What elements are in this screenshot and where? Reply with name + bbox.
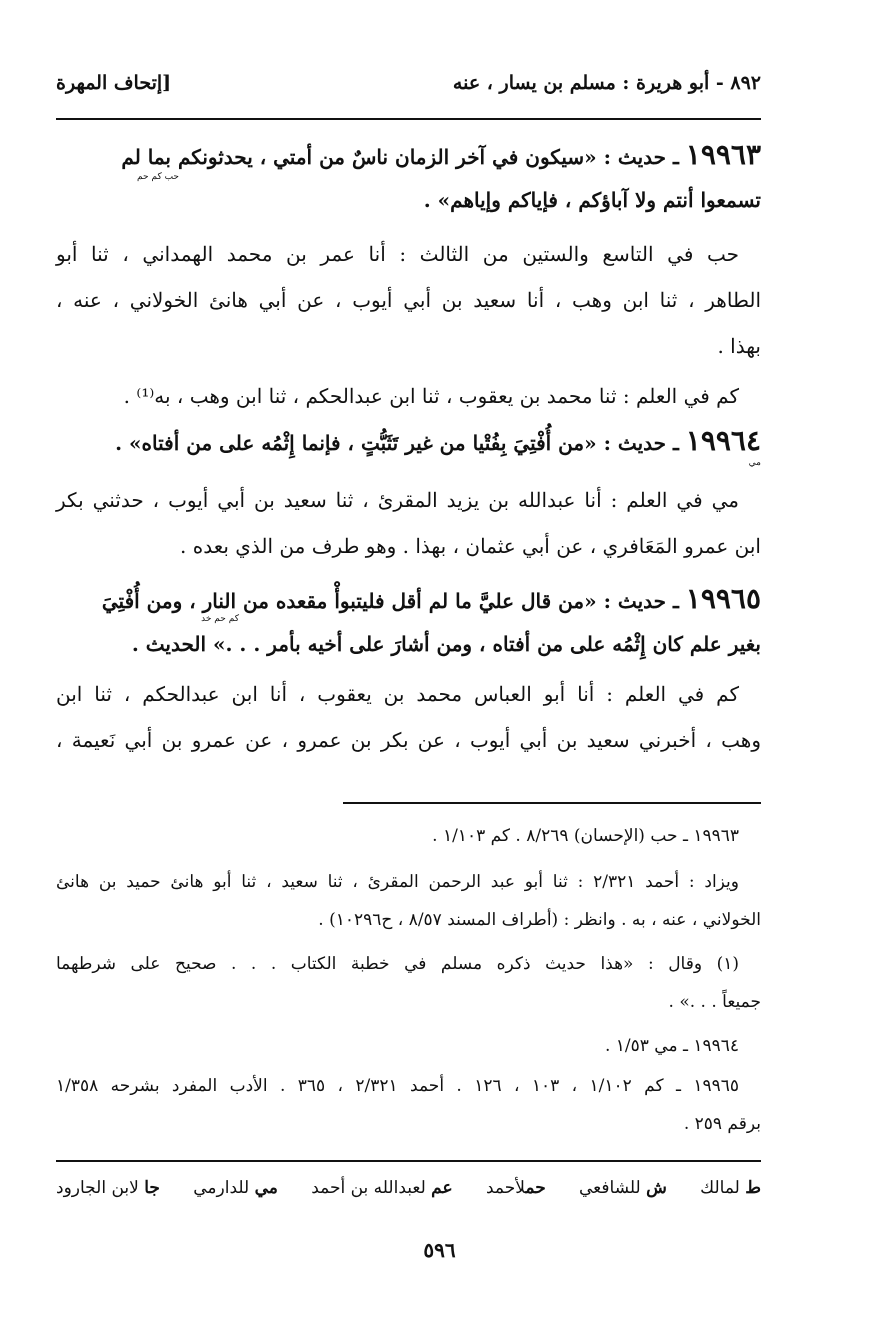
footnote-line: ١٩٩٦٤ ـ مي ١/٥٣ . (604, 1036, 739, 1056)
page-number: ٥٩٦ (423, 1238, 456, 1262)
hadith-19965-line2: بغير علم كان إِثْمُه على من أفتاه ، ومن أشارَ على أخيه بأمر . . .» الحديث . (131, 632, 761, 656)
paragraph-line: وهب ، أخبرني سعيد بن أبي أيوب ، عن بكر بن عمرو ، عن عمرو بن أبي نَعيمة ، (56, 728, 761, 752)
hadith-19963-line1 (56, 138, 761, 171)
abbreviation-legend (56, 1178, 761, 1198)
legend-item: عم لعبدالله بن أحمد (311, 1178, 453, 1198)
paragraph-line: كم في العلم : أنا أبو العباس محمد بن يعقوب ، أنا ابن عبدالحكم ، ثنا ابن (56, 682, 739, 706)
legend-item: جا لابن الجارود (56, 1178, 160, 1198)
hadith-number: ١٩٩٦٥ (685, 582, 761, 615)
footnote-line: (١) وقال : «هذا حديث ذكره مسلم في خطبة الكتاب . . . صحيح على شرطهما (56, 954, 739, 974)
header-rule (56, 118, 761, 120)
legend-item: مي للدارمي (193, 1178, 278, 1198)
hadith-label: ـ حديث : (596, 145, 679, 169)
hadith-number: ١٩٩٦٤ (685, 424, 761, 457)
footnote-line: الخولاني ، عنه ، به . وانظر : (أطراف المسند ٨/٥٧ ، ح١٠٢٩٦) . (318, 910, 761, 930)
legend-item: ط لمالك (700, 1178, 761, 1198)
paragraph-line: بهذا . (717, 334, 761, 358)
footnote-line: برقم ٢٥٩ . (683, 1114, 761, 1134)
footnote-line: ١٩٩٦٥ ـ كم ١/١٠٢ ، ١٠٣ ، ١٢٦ . أحمد ٢/٣٢١ ، ٣٦٥ . الأدب المفرد بشرحه ١/٣٥٨ (56, 1076, 739, 1096)
paragraph-line: ابن عمرو المَعَافري ، عن أبي عثمان ، بهذا . وهو طرف من الذي بعده . (180, 534, 761, 558)
paragraph-line: حب في التاسع والستين من الثالث : أنا عمر بن محمد الهمداني ، ثنا أبو (56, 242, 739, 266)
legend-item: حملأحمد (485, 1178, 546, 1198)
footnote-line: ويزاد : أحمد ٢/٣٢١ : ثنا أبو عبد الرحمن المقرئ ، ثنا سعيد ، ثنا أبو هانئ حميد بن هانئ (56, 872, 740, 892)
source-codes: مي (748, 458, 761, 468)
footnote-line: جميعاً . . .» . (668, 992, 761, 1012)
header-chapter: ٨٩٢ - أبو هريرة : مسلم بن يسار ، عنه (452, 72, 761, 94)
hadith-19963-line2: تسمعوا أنتم ولا آباؤكم ، فإياكم وإياهم» . (423, 188, 761, 212)
source-codes: حب كم حم (137, 172, 179, 182)
hadith-text: «من أُفْتِيَ بِفُتْيا من غير تَثَبُّتٍ ، فإنما إِثْمُه على من أفتاه» . (115, 431, 597, 455)
legend-item: ش للشافعي (579, 1178, 667, 1198)
hadith-label: ـ حديث : (596, 431, 679, 455)
header-book-title: [إتحاف المهرة (56, 72, 172, 94)
paragraph-line: الطاهر ، ثنا ابن وهب ، أنا سعيد بن أبي أيوب ، عن أبي هانئ الخولاني ، عنه ، (56, 288, 762, 312)
hadith-19965-line1 (56, 582, 761, 615)
hadith-text: «سيكون في آخر الزمان ناسٌ من أمتي ، يحدثونكم بما لم (121, 145, 597, 169)
paragraph-line: مي في العلم : أنا عبدالله بن يزيد المقرئ ، ثنا سعيد بن أبي أيوب ، حدثني بكر (56, 488, 739, 512)
hadith-19964-line (56, 424, 761, 457)
source-codes: كم حم خد (201, 614, 239, 624)
hadith-label: ـ حديث : (596, 589, 679, 613)
legend-rule (56, 1160, 761, 1162)
footnote-line: ١٩٩٦٣ ـ حب (الإحسان) ٨/٢٦٩ . كم ١/١٠٣ . (432, 826, 739, 846)
running-header (56, 72, 761, 102)
paragraph-line: كم في العلم : ثنا محمد بن يعقوب ، ثنا ابن عبدالحكم ، ثنا ابن وهب ، به⁽¹⁾ . (123, 384, 739, 408)
footnote-rule (343, 802, 761, 804)
hadith-text: «من قال عليَّ ما لم أقل فليتبوأْ مقعده من النار ، ومن أُفْتِيَ (101, 589, 597, 613)
hadith-number: ١٩٩٦٣ (685, 138, 761, 171)
